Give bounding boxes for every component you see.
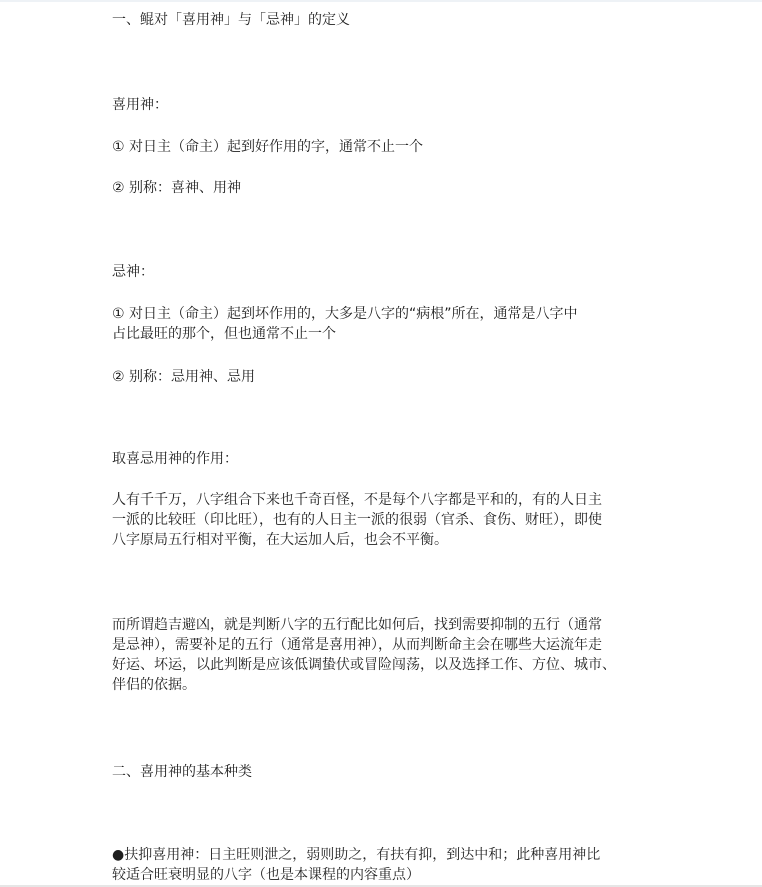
xiyong-item-2: ② 别称：喜神、用神 <box>112 180 242 196</box>
purpose-paragraph-1 <box>112 490 668 550</box>
ji-item-2: ② 别称：忌用神、忌用 <box>112 369 256 385</box>
section-1-title: 一、鲲对「喜用神」与「忌神」的定义 <box>112 12 350 28</box>
paragraph-line: 伴侣的依据。 <box>112 677 196 693</box>
section-2-title: 二、喜用神的基本种类 <box>112 764 252 780</box>
fuyi-paragraph <box>112 845 668 885</box>
xiyong-heading: 喜用神： <box>112 97 168 113</box>
paragraph-line: 一派的比较旺（印比旺），也有的人日主一派的很弱（官杀、食伤、财旺），即使 <box>112 512 602 528</box>
ji-item-1-line: ① 对日主（命主）起到坏作用的，大多是八字的“病根”所在，通常是八字中 <box>112 306 578 322</box>
paragraph-line: 好运、坏运，以此判断是应该低调蛰伏或冒险闯荡，以及选择工作、方位、城市、 <box>112 657 616 673</box>
paragraph-line: ●扶抑喜用神：日主旺则泄之，弱则助之，有扶有抑，到达中和；此种喜用神比 <box>112 847 601 863</box>
paragraph-line: 是忌神），需要补足的五行（通常是喜用神），从而判断命主会在哪些大运流年走 <box>112 637 602 653</box>
ji-item-1-line: 占比最旺的那个，但也通常不止一个 <box>112 326 336 342</box>
top-border <box>0 0 762 2</box>
paragraph-line: 人有千千万，八字组合下来也千奇百怪，不是每个八字都是平和的，有的人日主 <box>112 492 602 508</box>
purpose-heading: 取喜忌用神的作用： <box>112 451 238 467</box>
ji-heading: 忌神： <box>112 264 154 280</box>
paragraph-line: 八字原局五行相对平衡，在大运加人后，也会不平衡。 <box>112 532 448 548</box>
paragraph-line: 而所谓趋吉避凶，就是判断八字的五行配比如何后，找到需要抑制的五行（通常 <box>112 617 602 633</box>
purpose-paragraph-2 <box>112 615 668 695</box>
xiyong-item-1: ① 对日主（命主）起到好作用的字，通常不止一个 <box>112 139 423 155</box>
paragraph-line: 较适合旺衰明显的八字（也是本课程的内容重点） <box>112 867 420 883</box>
ji-item-1 <box>112 304 668 344</box>
